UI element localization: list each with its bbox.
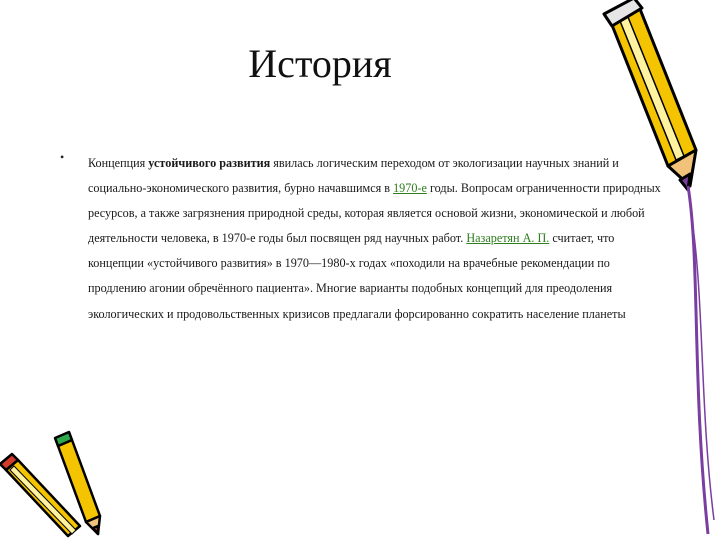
pencil-icon [0,430,120,540]
paragraph-bold-term: устойчивого развития [148,156,271,170]
history-paragraph [88,151,663,327]
link-nazaretyan[interactable]: Назаретян А. П. [466,231,550,246]
paragraph-text: Концепция [88,156,149,170]
paragraph-text: считает, что концепции «устойчивого развития» в 1970—1980-х годах «походили на врачебные рекомендации по продлению агонии обречённого пациента». Многие варианты подобных концепций для преодоления экологических и продовольственных кризисов предлагали форсированно сократить население планеты [88,231,626,321]
link-1970s[interactable]: 1970-е [393,181,427,196]
paragraph-text: годы. Вопросам ограниченности природных ресурсов, а также загрязнения природной среды, которая является основой жизни, экономической и любой деятельности человека, в 1970-е годы был посвящен ряд научных работ. [88,181,661,246]
slide-title: История [248,41,392,86]
paragraph-text: явилась логическим переходом от экологизации научных знаний и социально-экономического развития, бурно начавшимся в [88,156,619,196]
bullet-marker: • [60,150,65,164]
